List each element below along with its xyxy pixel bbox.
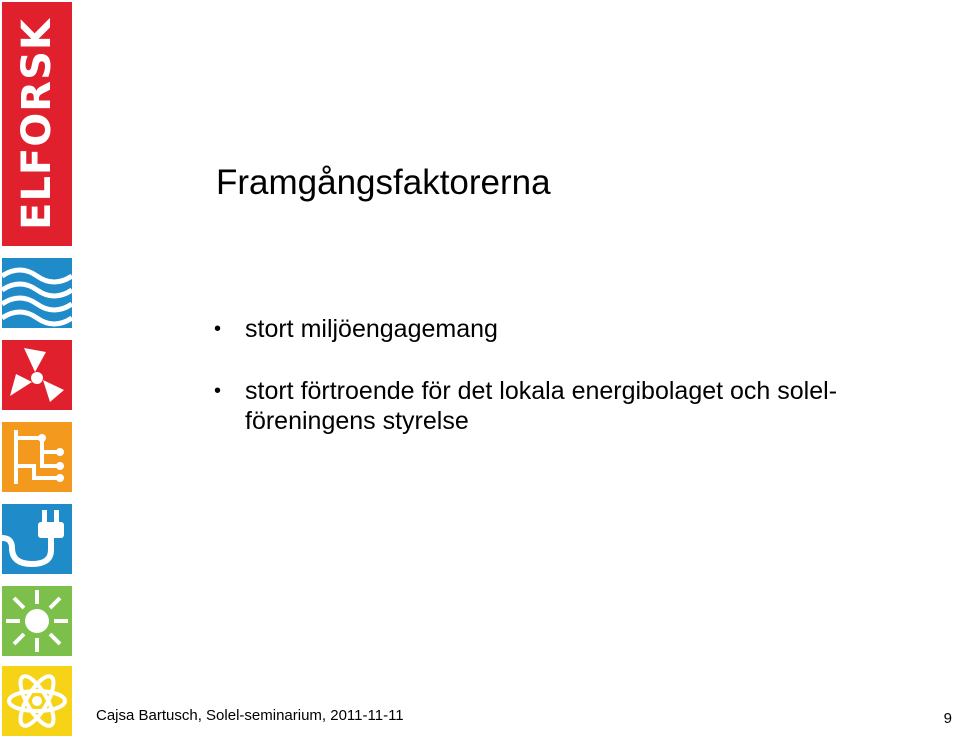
circuit-icon [2,422,72,492]
bullet-text: stort miljöengagemang [245,315,498,343]
page-number: 9 [943,710,952,727]
bullet-glyph: • [214,318,222,340]
logo-text: ELFORSK [14,18,60,230]
sun-rays-icon [2,586,72,656]
bullet-item [214,314,914,344]
power-plug-icon [2,504,72,574]
wind-fan-icon [2,340,72,410]
brand-sidebar [0,0,74,738]
footer-author-date: Cajsa Bartusch, Solel-seminarium, 2011-11-11 [96,707,404,724]
bullet-list [214,314,914,468]
water-waves-icon [2,258,72,328]
atom-icon [2,666,72,736]
bullet-glyph: • [214,380,222,402]
slide-title: Framgångsfaktorerna [216,163,551,202]
bullet-text: stort förtroende för det lokala energibolaget och solel-föreningens styrelse [245,377,838,435]
elforsk-logo [2,2,72,246]
bullet-item [214,376,914,436]
